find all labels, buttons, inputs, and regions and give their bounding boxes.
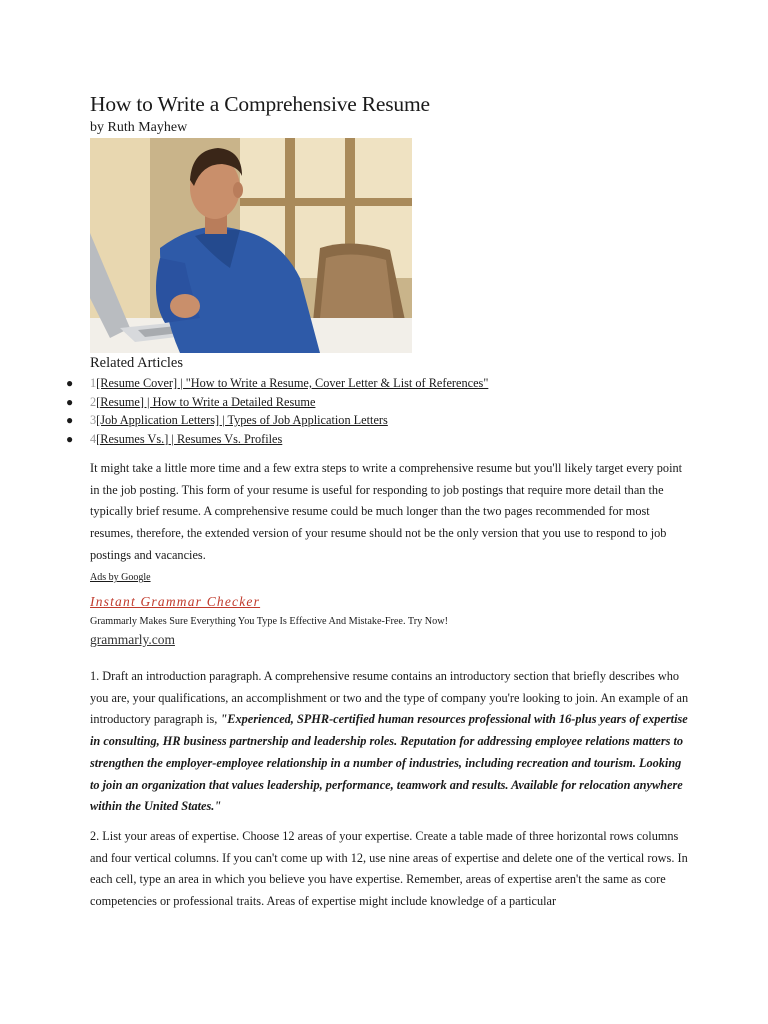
step-1-text: 1. Draft an introduction paragraph. A comprehensive resume contains an introductory section that briefly describes who you are, your qualifications, an accomplishment or two and the type of company you're looking to join. An example of an introductory paragraph is, bbox=[90, 669, 689, 727]
related-article-link[interactable]: [Resume Cover] | "How to Write a Resume, Cover Letter & List of References" bbox=[96, 376, 489, 390]
related-article-link[interactable]: [Resume] | How to Write a Detailed Resume bbox=[96, 394, 316, 409]
related-article-number: 2 bbox=[90, 394, 97, 409]
bullet-icon: ● bbox=[66, 376, 74, 390]
related-article-item[interactable] bbox=[66, 411, 488, 430]
ad-description: Grammarly Makes Sure Everything You Type Is Effective And Mistake-Free. Try Now! bbox=[90, 616, 448, 627]
ads-by-google-link[interactable]: Ads by Google bbox=[90, 572, 151, 583]
photo-man-at-laptop-icon bbox=[90, 138, 412, 353]
article-photo bbox=[90, 138, 412, 353]
ad-url-link[interactable]: grammarly.com bbox=[90, 632, 175, 647]
ad-title-link[interactable]: Instant Grammar Checker bbox=[90, 594, 261, 609]
step-1-paragraph bbox=[90, 666, 690, 818]
bullet-icon: ● bbox=[66, 413, 74, 427]
intro-paragraph: It might take a little more time and a few extra steps to write a comprehensive resume but you'll likely target every point in the job posting. This form of your resume is useful for responding to job postings that require more detail than the typically brief resume. A comprehensive resume could be much longer than the two pages recommended for most resumes, therefore, the extended version of your resume should not be the only version that you use to respond to job postings and vacancies. bbox=[90, 461, 683, 562]
related-articles-heading: Related Articles bbox=[90, 355, 184, 371]
related-article-link[interactable]: [Resumes Vs.] | Resumes Vs. Profiles bbox=[96, 431, 283, 446]
article-byline: by Ruth Mayhew bbox=[90, 120, 188, 135]
related-article-item[interactable] bbox=[66, 430, 488, 449]
step-2-paragraph: 2. List your areas of expertise. Choose 12 areas of your expertise. Create a table made of three horizontal rows columns and four vertical columns. If you can't come up with 12, use nine areas of expertise and delete one of the vertical rows. In each cell, type an area in which you believe you have expertise. Remember, areas of expertise aren't the same as core competencies or professional traits. Areas of expertise might include knowledge of a particular bbox=[90, 829, 688, 909]
related-article-number: 4 bbox=[90, 431, 97, 446]
bullet-icon: ● bbox=[66, 394, 74, 409]
related-article-link[interactable]: [Job Application Letters] | Types of Job Application Letters bbox=[96, 413, 388, 427]
related-article-item[interactable] bbox=[66, 393, 488, 412]
related-article-item[interactable] bbox=[66, 374, 489, 393]
article-title: How to Write a Comprehensive Resume bbox=[90, 92, 430, 116]
bullet-icon: ● bbox=[66, 431, 74, 446]
related-articles-list bbox=[66, 374, 489, 448]
related-article-number: 3 bbox=[90, 413, 97, 427]
related-article-number: 1 bbox=[90, 376, 97, 390]
step-1-example-quote: "Experienced, SPHR-certified human resources professional with 16-plus years of expertise in consulting, HR business partnership and leadership roles. Reputation for addressing employee relations matters to strengthen the employer-employee relationship in a number of industries, including recreation and tourism. Looking to join an organization that values leadership, performance, teamwork and results. Available for relocation anywhere within the United States." bbox=[90, 712, 688, 814]
